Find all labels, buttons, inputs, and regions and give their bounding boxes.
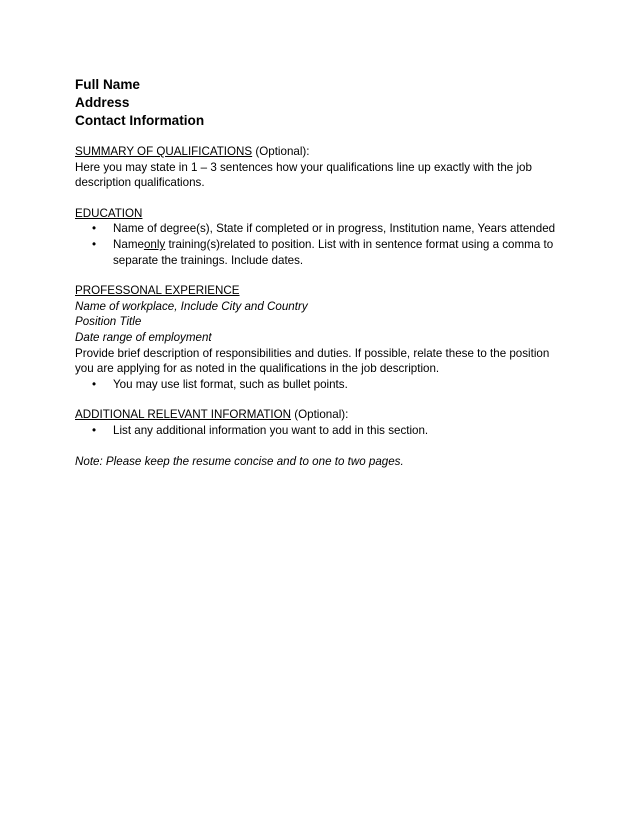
workplace-line: Name of workplace, Include City and Country: [75, 299, 308, 313]
education-list: [75, 221, 565, 268]
education-heading: EDUCATION: [75, 206, 143, 220]
additional-heading: ADDITIONAL RELEVANT INFORMATION: [75, 408, 292, 422]
education-bullet-text: Name of degree(s), State if completed or in progress, Institution name, Years attended: [113, 222, 556, 236]
education-section: [75, 206, 565, 268]
list-item: [75, 237, 565, 268]
education-bullet-pre: Name: [113, 237, 144, 251]
experience-heading: PROFESSONAL EXPERIENCE: [75, 284, 240, 298]
summary-heading-suffix: (Optional):: [252, 145, 310, 158]
experience-description: Provide brief description of responsibilities and duties. If possible, relate these to the position you are applying for as noted in the qualifications in the job description.: [75, 346, 550, 376]
resume-content: [75, 76, 565, 469]
additional-bullet-text: List any additional information you want to add in this section.: [113, 423, 429, 437]
additional-list: [75, 423, 565, 439]
employment-dates-line: Date range of employment: [75, 330, 212, 344]
experience-list: [75, 377, 565, 393]
education-bullet-underlined: only: [143, 237, 166, 251]
address: Address: [75, 95, 130, 110]
additional-heading-line: [75, 407, 565, 423]
list-item: [75, 377, 565, 393]
full-name: Full Name: [75, 77, 140, 92]
position-title-line: Position Title: [75, 315, 142, 329]
closing-note: Note: Please keep the resume concise and to one to two pages.: [75, 454, 404, 468]
bullet-icon: •: [92, 222, 97, 236]
bullet-icon: •: [92, 377, 97, 391]
education-bullet-post: training(s)related to position. List with in sentence format using a comma to separate the trainings. Include dates.: [113, 237, 554, 267]
bullet-icon: •: [92, 423, 97, 437]
list-item: [75, 423, 565, 439]
additional-section: [75, 407, 565, 438]
experience-bullet-text: You may use list format, such as bullet points.: [113, 377, 348, 391]
contact-information: Contact Information: [75, 113, 205, 128]
summary-heading-line: [75, 144, 565, 160]
summary-body: Here you may state in 1 – 3 sentences how your qualifications line up exactly with the job description qualifications.: [75, 160, 532, 190]
summary-heading: SUMMARY OF QUALIFICATIONS: [75, 145, 253, 158]
experience-section: [75, 283, 565, 392]
bullet-icon: •: [92, 237, 97, 251]
additional-heading-suffix: (Optional):: [291, 408, 349, 422]
summary-section: [75, 144, 565, 191]
list-item: [75, 221, 565, 237]
header-block: [75, 76, 565, 130]
